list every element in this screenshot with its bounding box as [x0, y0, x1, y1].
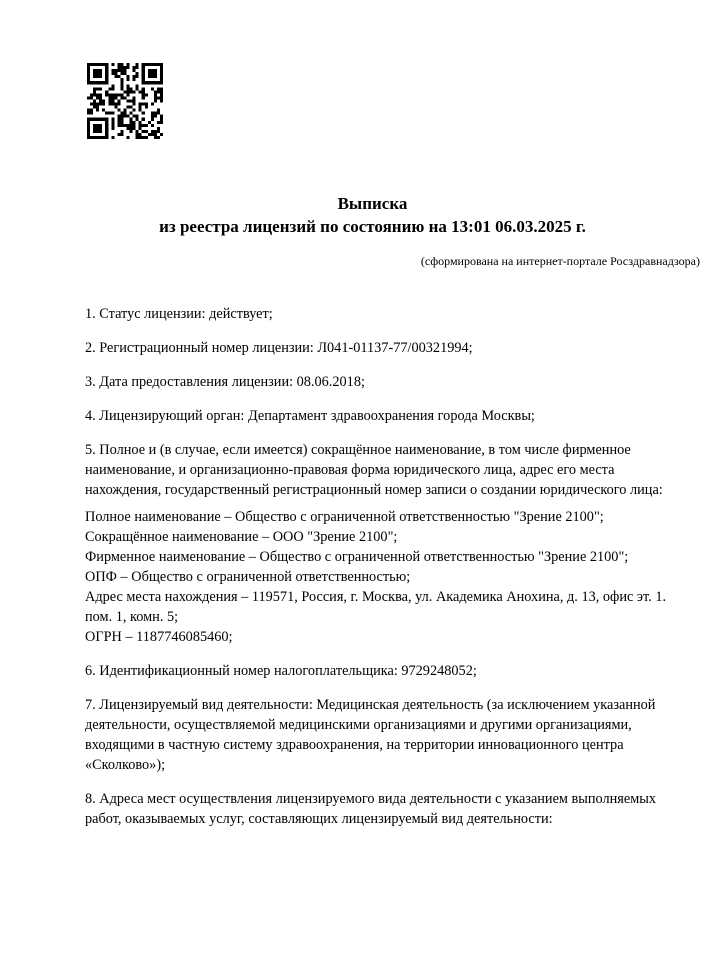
org-ogrn: ОГРН – 1187746085460; — [85, 629, 233, 645]
org-short-name: Сокращённое наименование – ООО "Зрение 2100"; — [85, 529, 398, 545]
title-line-1: Выписка — [337, 194, 408, 213]
text-line: наименование, и организационно-правовая форма юридического лица, адрес его места — [85, 462, 615, 478]
text-line: входящими в частную систему здравоохранения, на территории инновационного центра — [85, 737, 624, 753]
document-subtitle: (сформирована на интернет-портале Росздравнадзора) — [420, 254, 700, 268]
text-line: 8. Адреса мест осуществления лицензируемого вида деятельности с указанием выполняемых — [85, 791, 657, 807]
org-full-name: Полное наименование – Общество с ограниченной ответственностью "Зрение 2100"; — [85, 509, 604, 525]
item-grant-date — [85, 372, 700, 392]
org-address-line-1: Адрес места нахождения – 119571, Россия, г. Москва, ул. Академика Анохина, д. 13, офис эт. 1. — [85, 589, 667, 605]
item-license-status — [85, 304, 700, 324]
title-line-2: из реестра лицензий по состоянию на 13:01 06.03.2025 г. — [159, 217, 586, 236]
text-line: 1. Статус лицензии: действует; — [85, 306, 273, 322]
item-licensing-authority — [85, 406, 700, 426]
text-line: 4. Лицензирующий орган: Департамент здравоохранения города Москвы; — [85, 408, 535, 424]
item-registration-number — [85, 338, 700, 358]
item-taxpayer-number — [85, 661, 700, 681]
org-legal-form: ОПФ – Общество с ограниченной ответственностью; — [85, 569, 411, 585]
text-line: работ, оказываемых услуг, составляющих лицензируемый вид деятельности: — [85, 811, 553, 827]
text-line: «Сколково»); — [85, 757, 166, 773]
document-title — [85, 192, 660, 238]
text-line: 3. Дата предоставления лицензии: 08.06.2018; — [85, 374, 365, 390]
item-org-names-heading — [85, 440, 700, 500]
text-line: деятельности, осуществляемой медицинскими организациями и другими организациями, — [85, 717, 632, 733]
item-activity-addresses — [85, 789, 700, 829]
text-line: 5. Полное и (в случае, если имеется) сокращённое наименование, в том числе фирменное — [85, 442, 631, 458]
text-line: нахождения, государственный регистрационный номер записи о создании юридического лица: — [85, 482, 663, 498]
text-line: 6. Идентификационный номер налогоплательщика: 9729248052; — [85, 663, 477, 679]
qr-code-icon — [87, 63, 163, 139]
org-address-line-2: пом. 1, комн. 5; — [85, 609, 179, 625]
text-line: 7. Лицензируемый вид деятельности: Медицинская деятельность (за исключением указанной — [85, 697, 656, 713]
document-body — [85, 304, 700, 843]
org-details-block — [85, 507, 700, 647]
item-licensed-activity — [85, 695, 700, 775]
org-brand-name: Фирменное наименование – Общество с ограниченной ответственностью "Зрение 2100"; — [85, 549, 629, 565]
text-line: 2. Регистрационный номер лицензии: Л041-01137-77/00321994; — [85, 340, 473, 356]
